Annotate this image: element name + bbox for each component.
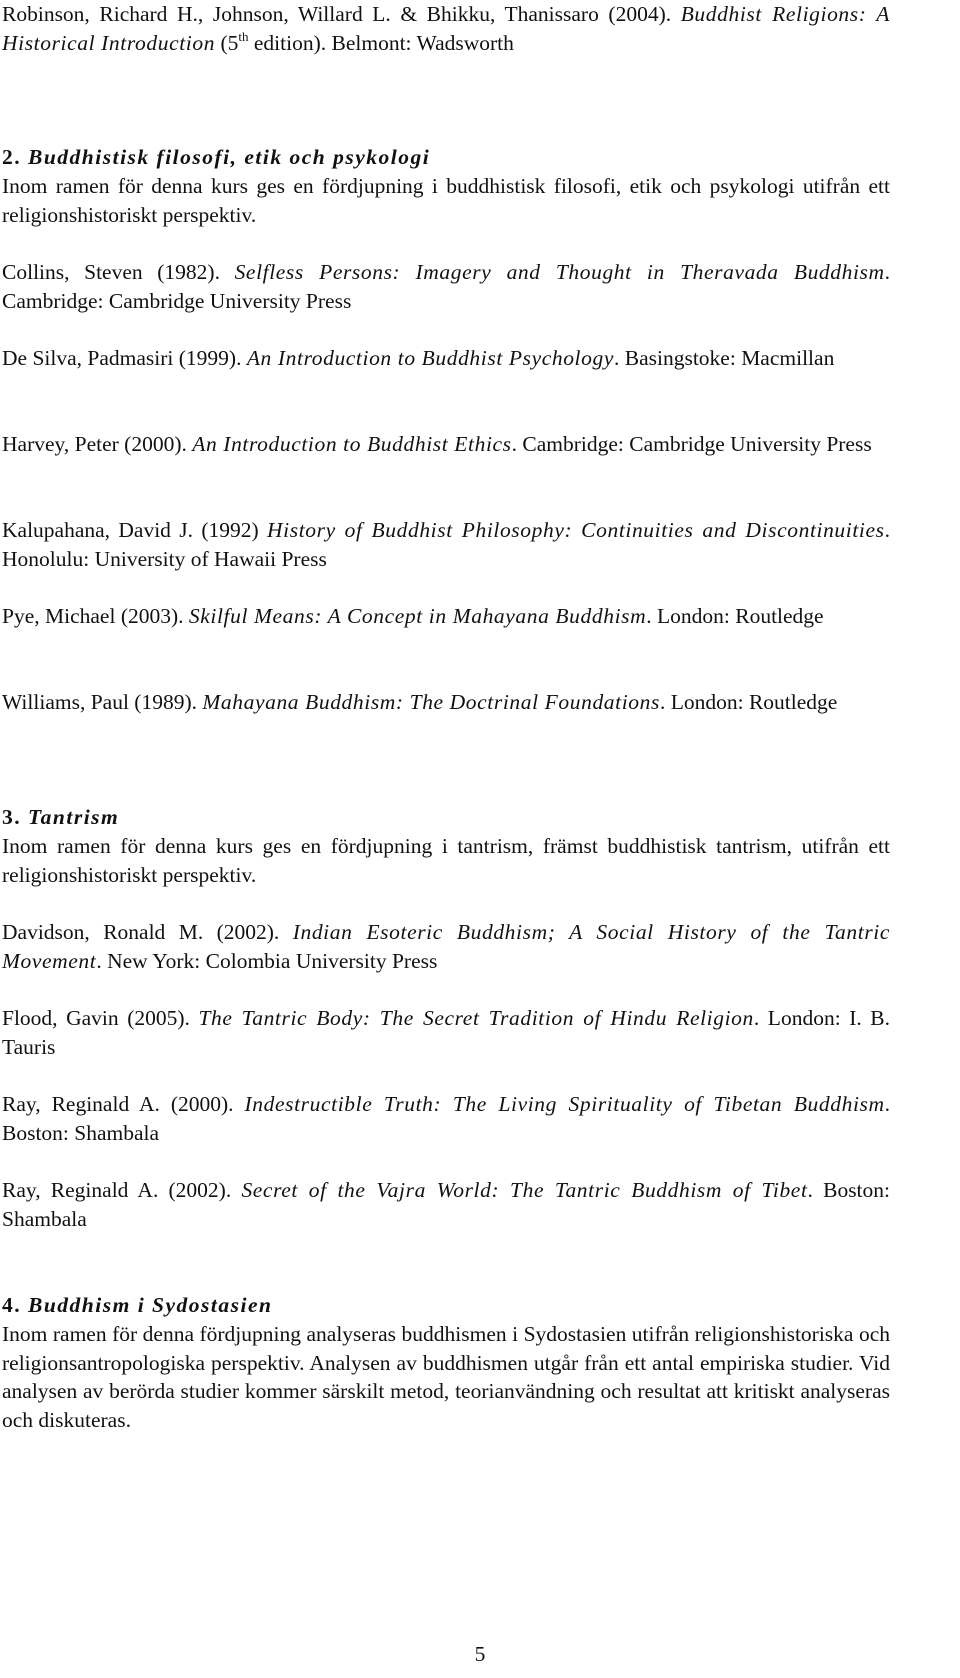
reference-title: Skilful Means: A Concept in Mahayana Buddhism <box>188 604 647 628</box>
reference-publisher: . Basingstoke: Macmillan <box>613 346 835 370</box>
reference-title: Selfless Persons: Imagery and Thought in Theravada Buddhism <box>234 260 885 284</box>
reference-authors: Ray, Reginald A. (2000). <box>2 1092 234 1116</box>
reference-title: Indestructible Truth: The Living Spirituality of Tibetan Buddhism <box>244 1092 885 1116</box>
reference-edition: (5th edition). Belmont: Wadsworth <box>220 28 514 55</box>
reference-entry <box>2 1176 890 1233</box>
reference-authors: Harvey, Peter (2000). <box>2 432 187 456</box>
reference-entry <box>2 1004 890 1061</box>
reference-publisher: . London: Routledge <box>659 690 838 714</box>
reference-entry <box>2 602 890 631</box>
reference-authors: Williams, Paul (1989). <box>2 690 198 714</box>
reference-entry <box>2 688 890 717</box>
reference-entry <box>2 516 890 573</box>
reference-authors: Kalupahana, David J. (1992) <box>2 518 259 542</box>
section-description: Inom ramen för denna kurs ges en fördjupning i tantrism, främst buddhistisk tantrism, utifrån ett religionshistoriskt perspektiv. <box>2 834 890 887</box>
section-heading: 2. Buddhistisk filosofi, etik och psykologi <box>2 145 431 169</box>
reference-title: Indian Esoteric Buddhism; A Social History of the Tantric Movement <box>2 920 890 973</box>
reference-entry <box>2 258 890 315</box>
section-heading: 3. Tantrism <box>2 805 120 829</box>
reference-publisher: . Cambridge: Cambridge University Press <box>2 260 891 313</box>
reference-title: Mahayana Buddhism: The Doctrinal Foundations <box>202 690 660 714</box>
reference-entry <box>2 918 890 975</box>
section-heading: 4. Buddhism i Sydostasien <box>2 1293 273 1317</box>
reference-authors: Ray, Reginald A. (2002). <box>2 1178 232 1202</box>
reference-authors: Flood, Gavin (2005). <box>2 1006 190 1030</box>
reference-authors: De Silva, Padmasiri (1999). <box>2 346 242 370</box>
reference-entry <box>2 344 890 373</box>
reference-entry <box>2 1090 890 1147</box>
reference-publisher: . London: I. B. Tauris <box>2 1006 891 1059</box>
reference-publisher: . Honolulu: University of Hawaii Press <box>2 518 890 571</box>
page-number: 5 <box>474 1642 486 1666</box>
section-description: Inom ramen för denna kurs ges en fördjupning i buddhistisk filosofi, etik och psykologi utifrån ett religionshistoriskt perspektiv. <box>2 174 890 227</box>
reference-publisher: . Boston: Shambala <box>2 1092 890 1145</box>
reference-authors: Collins, Steven (1982). <box>2 260 220 284</box>
reference-publisher: . New York: Colombia University Press <box>96 948 438 973</box>
reference-publisher: . Cambridge: Cambridge University Press <box>511 432 872 456</box>
reference-authors: Robinson, Richard H., Johnson, Willard L. & Bhikku, Thanissaro (2004). <box>2 2 672 26</box>
reference-title: History of Buddhist Philosophy: Continuities and Discontinuities <box>267 518 885 542</box>
reference-publisher: . London: Routledge <box>646 604 824 628</box>
reference-title: Secret of the Vajra World: The Tantric Buddhism of Tibet <box>241 1178 808 1202</box>
reference-title: An Introduction to Buddhist Ethics <box>192 432 512 456</box>
reference-authors: Davidson, Ronald M. (2002). <box>2 920 280 944</box>
reference-title: Buddhist Religions: A Historical Introduction <box>2 2 891 55</box>
reference-entry <box>2 430 890 459</box>
reference-publisher: . Boston: Shambala <box>2 1178 891 1231</box>
reference-authors: Pye, Michael (2003). <box>2 604 184 628</box>
reference-title: The Tantric Body: The Secret Tradition of Hindu Religion <box>198 1006 754 1030</box>
section-description: Inom ramen för denna fördjupning analyseras buddhismen i Sydostasien utifrån religionshistoriska och religionsantropologiska perspektiv. Analysen av buddhismen utgår från ett antal empiriska studier. Vid analysen av berörda studier kommer särskilt metod, teorianvändning och resultat att kritiskt analyseras och diskuteras. <box>2 1322 890 1432</box>
reference-title: An Introduction to Buddhist Psychology <box>246 346 614 370</box>
reference-entry <box>2 0 890 57</box>
